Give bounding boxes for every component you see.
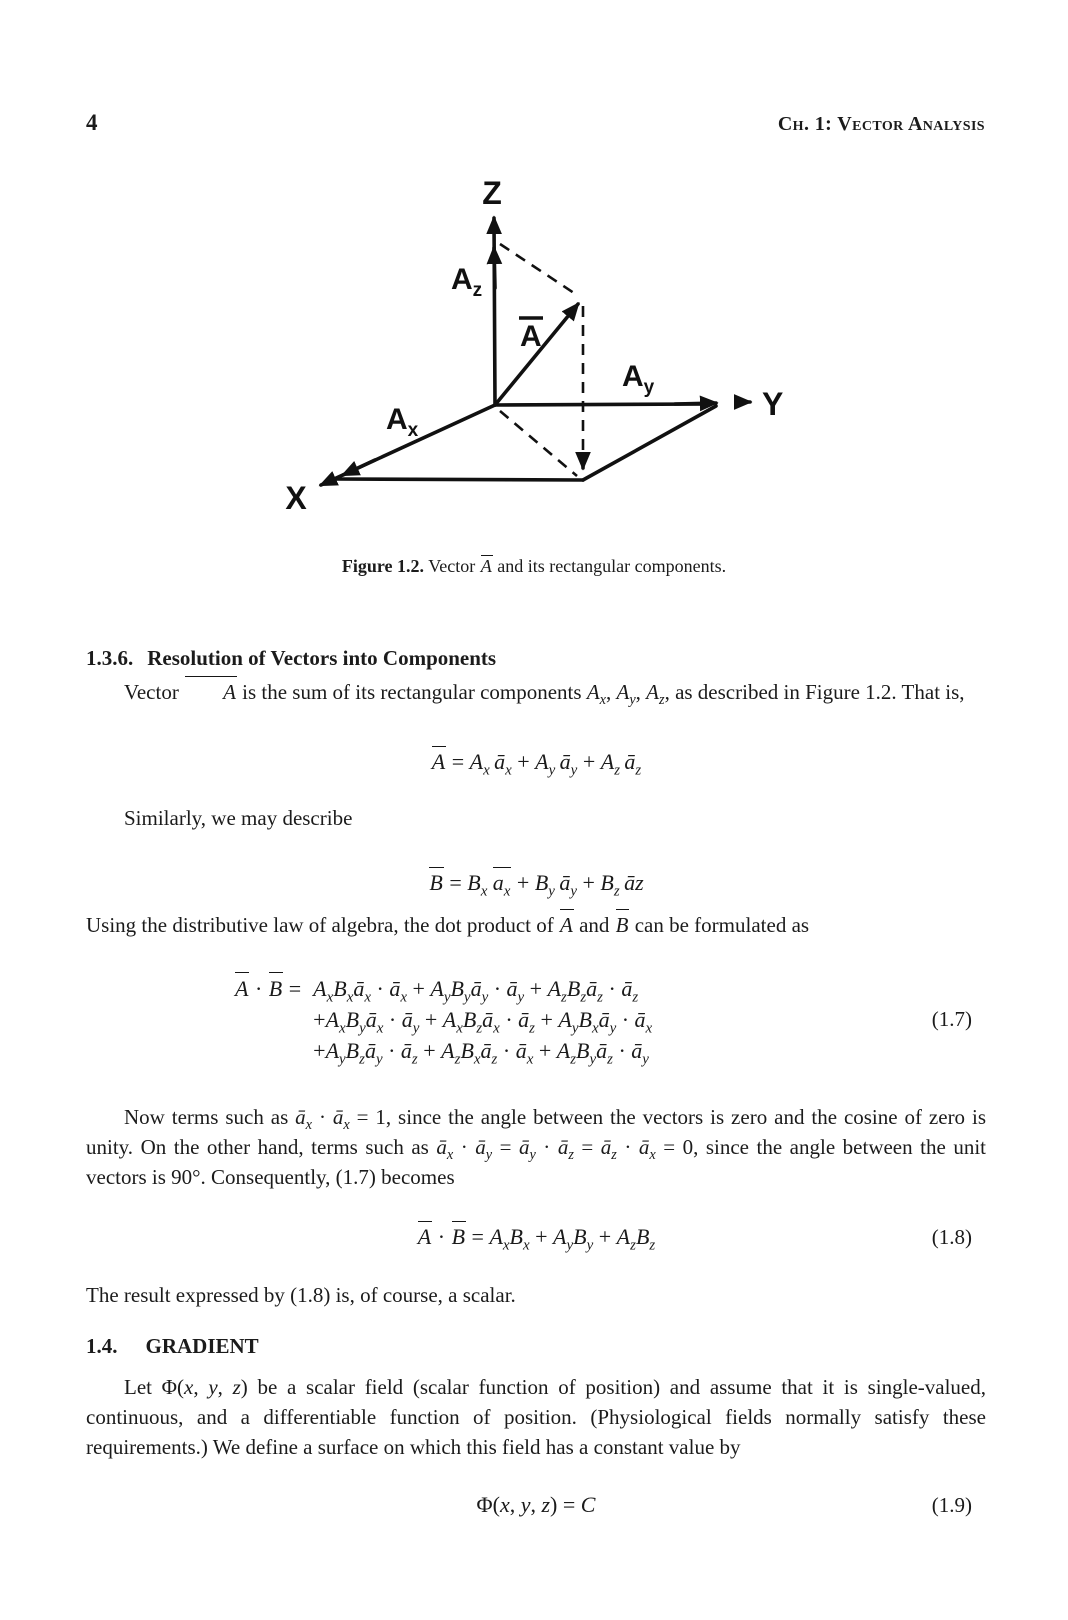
x-axis-label: X [285, 480, 307, 516]
equation-number-1-9: (1.9) [931, 1493, 972, 1517]
equation-number-1-7: (1.7) [931, 1007, 972, 1031]
heading-number: 1.3.6. [86, 646, 134, 670]
equation-body: $A = A_x$ $ā_x + A_y$ $ā_y + A_z$ $ā_z$ [431, 749, 642, 779]
caption-text: Vector A and its rectangular components. [428, 556, 727, 576]
plane-line-diagonal [583, 406, 716, 480]
running-head: Ch. 1: Vector Analysis [777, 113, 985, 135]
equation-body: Φ(x, y, z) = C [476, 1492, 596, 1517]
ax-component-arrow [343, 460, 375, 475]
figure-1-2 [280, 168, 790, 540]
paragraph-scalar-result: The result expressed by (1.8) is, of course, a scalar. [86, 1283, 516, 1307]
equation-lhs: A · B = [234, 973, 301, 1004]
equation-body: $B = B_x$ $a_x + B_y$ $ā_y + B_z$ āz [429, 870, 644, 900]
section-heading-1-3-6 [86, 646, 986, 671]
equation-1-9 [86, 1490, 986, 1520]
heading-title: GRADIENT [145, 1334, 259, 1358]
a-vector-label: A [520, 320, 542, 353]
paragraph-intro: Vector A is the sum of its rectangular components $A_x$, $A_y$, $A_z$, as described in Figure 1.2. That is, [86, 677, 986, 707]
paragraph-gradient-intro: Let Φ(x, y, z) be a scalar field (scalar function of position) and assume that it is single-valued, continuous, and a differentiable function of position. (Physiological fields normally satisfy these requirements.) We define a surface on which this field has a constant value by [86, 1375, 986, 1459]
z-axis [494, 218, 495, 405]
page-number: 4 [86, 110, 98, 135]
equation-line-1: $A_xB_xā_x$ · $ā_x$ + $A_yB_yā_y$ · $ā_y$ + $A_zB_zā_z$ · $ā_z$ [313, 976, 639, 1006]
ax-label: $A_x$ [386, 403, 419, 441]
equation-line-3: $+A_yB_zā_y$ · $ā_z$ + $A_zB_xā_z$ · $ā_x$ + $A_zB_yā_z$ · $ā_y$ [313, 1038, 649, 1068]
ay-label: $A_y$ [622, 360, 655, 398]
az-component-arrow [494, 248, 495, 288]
equation-1-7 [86, 973, 986, 1066]
equation-line-2: $+A_xB_yā_x$ · $ā_y$ + $A_xB_zā_x$ · $ā_z$ + $A_yB_xā_y$ · $ā_x$ [313, 1007, 653, 1037]
paragraph-similarly: Similarly, we may describe [124, 806, 353, 830]
paragraph-distributive: Using the distributive law of algebra, the dot product of A and B can be formulated as [86, 910, 986, 940]
page-header [86, 110, 985, 136]
paragraph-unit-vectors: Now terms such as $ā_x$ · $ā_x = 1$, since the angle between the vectors is zero and the cosine of zero is unity. On the other hand, terms such as $ā_x$ · $ā_y$ = $ā_y$ · $ā_z$ = $ā_z$ · $ā_x = 0$, since the angle between the unit vectors is 90°. Consequently, (1.7) becomes [86, 1105, 986, 1189]
equation-vector-a [86, 747, 986, 777]
az-label: $A_z$ [451, 263, 483, 301]
figure-caption [0, 556, 1068, 577]
equation-vector-b [86, 868, 986, 898]
section-heading-1-4 [86, 1334, 986, 1359]
caption-label: Figure 1.2. [341, 556, 425, 576]
ay-component-arrow [675, 403, 716, 404]
y-axis-label: Y [762, 386, 784, 422]
projection-dashed-top [500, 244, 577, 295]
z-axis-label: Z [482, 175, 502, 211]
equation-lines [313, 973, 652, 1066]
plane-line-bottom [335, 479, 583, 480]
heading-number: 1.4. [86, 1334, 118, 1358]
equation-1-8 [86, 1222, 986, 1252]
projection-dashed-origin [500, 411, 577, 476]
equation-number-1-8: (1.8) [931, 1225, 972, 1249]
heading-title: Resolution of Vectors into Components [147, 646, 497, 670]
equation-body: $A \cdot B = A_xB_x + A_yB_y + A_zB_z$ [417, 1224, 656, 1254]
